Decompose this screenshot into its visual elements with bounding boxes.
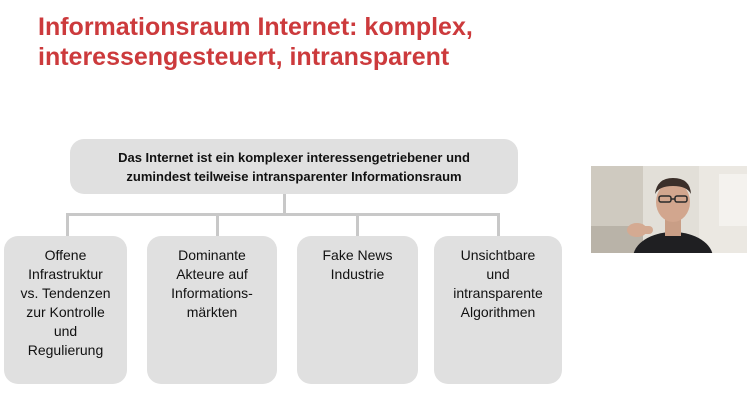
child-box-line: zur Kontrolle (26, 304, 105, 320)
child-box-line: märkten (186, 304, 238, 320)
child-box-line: und (53, 323, 78, 339)
connector-drop-4 (497, 213, 500, 237)
child-box-line: Regulierung (27, 342, 104, 358)
child-box-line: Algorithmen (460, 304, 536, 320)
child-box-line: Industrie (330, 266, 385, 282)
presenter-video-frame (591, 166, 747, 253)
slide-title-line-1: Informationsraum Internet: komplex, (38, 13, 473, 41)
child-box-line: Dominante (178, 247, 246, 263)
child-box-line: und (486, 266, 510, 282)
child-box-line: Unsichtbare (460, 247, 536, 263)
presenter-webcam-video (591, 166, 747, 253)
slide-title-line-2: interessengesteuert, intransparent (38, 43, 450, 71)
diagram-root-line-1: Das Internet ist ein komplexer interessengetriebener und (118, 149, 470, 165)
child-box-line: Informations- (171, 285, 253, 301)
diagram-root-line-2: zumindest teilweise intransparenter Informationsraum (126, 168, 462, 184)
child-box-line: Fake News (322, 247, 393, 263)
slide-title (38, 12, 598, 72)
diagram-child-box (297, 236, 418, 384)
child-box-line: Offene (44, 247, 87, 263)
child-box-line: vs. Tendenzen (20, 285, 111, 301)
connector-drop-3 (356, 213, 359, 237)
diagram-child-box (147, 236, 277, 384)
child-box-line: intransparente (453, 285, 543, 301)
diagram-child-box (434, 236, 562, 384)
connector-drop-1 (66, 213, 69, 237)
diagram-child-box (4, 236, 127, 384)
connector-bar (66, 213, 500, 216)
connector-drop-2 (216, 213, 219, 237)
diagram-root-box (70, 139, 518, 194)
child-box-line: Akteure auf (176, 266, 248, 282)
child-box-line: Infrastruktur (28, 266, 103, 282)
connector-trunk (283, 194, 286, 214)
